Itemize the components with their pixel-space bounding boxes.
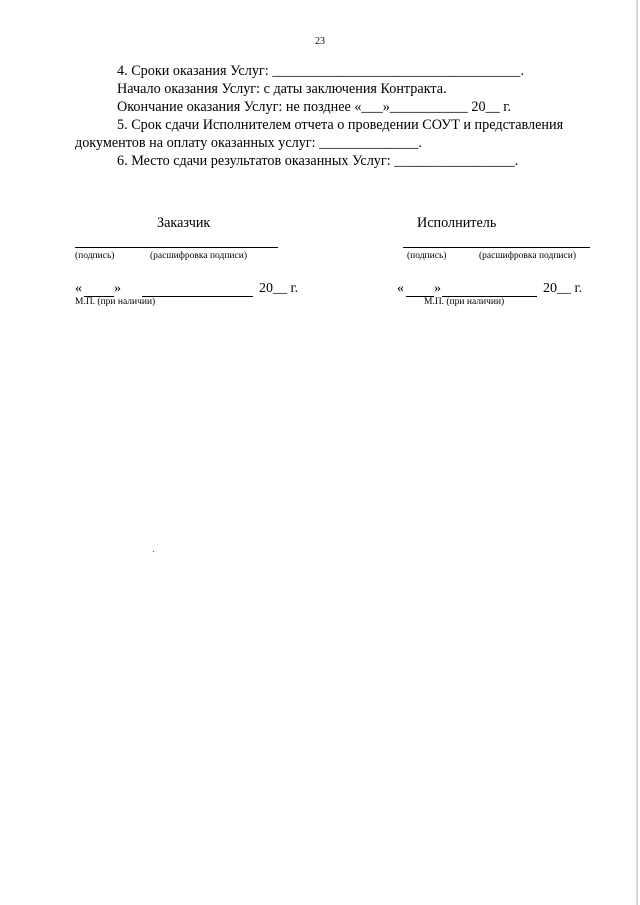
contractor-date-open: « bbox=[397, 281, 404, 296]
contractor-decode-label: (расшифровка подписи) bbox=[479, 251, 576, 261]
contractor-signature-line bbox=[403, 247, 590, 248]
customer-stamp-label: М.П. (при наличии) bbox=[75, 297, 156, 307]
service-start: Начало оказания Услуг: с даты заключения Контракта. bbox=[117, 81, 447, 97]
contractor-stamp-label: М.П. (при наличии) bbox=[424, 297, 505, 307]
customer-signature-line bbox=[75, 247, 278, 248]
customer-title: Заказчик bbox=[157, 215, 211, 231]
item-6-delivery-place: 6. Место сдачи результатов оказанных Услуг: _________________. bbox=[117, 153, 519, 169]
contractor-title: Исполнитель bbox=[417, 215, 497, 231]
customer-month-line bbox=[142, 296, 253, 297]
page-number: 23 bbox=[315, 36, 325, 47]
scan-edge-shadow bbox=[636, 0, 638, 905]
contractor-sign-label: (подпись) bbox=[407, 251, 447, 261]
customer-date-open: « bbox=[75, 281, 82, 296]
customer-sign-label: (подпись) bbox=[75, 251, 115, 261]
contractor-date-year: 20__ г. bbox=[543, 281, 583, 296]
service-end: Окончание оказания Услуг: не позднее «___»___________ 20__ г. bbox=[117, 99, 512, 115]
customer-decode-label: (расшифровка подписи) bbox=[150, 251, 247, 261]
customer-date-close: » bbox=[114, 281, 121, 296]
item-5-continuation: документов на оплату оказанных услуг: ______________. bbox=[75, 135, 422, 151]
customer-date-year: 20__ г. bbox=[259, 281, 299, 296]
scan-speck bbox=[153, 551, 154, 552]
item-5-report-deadline: 5. Срок сдачи Исполнителем отчета о проведении СОУТ и представления bbox=[117, 117, 564, 133]
item-4-service-terms: 4. Сроки оказания Услуг: ___________________________________. bbox=[117, 63, 525, 79]
contractor-date-close: » bbox=[434, 281, 441, 296]
